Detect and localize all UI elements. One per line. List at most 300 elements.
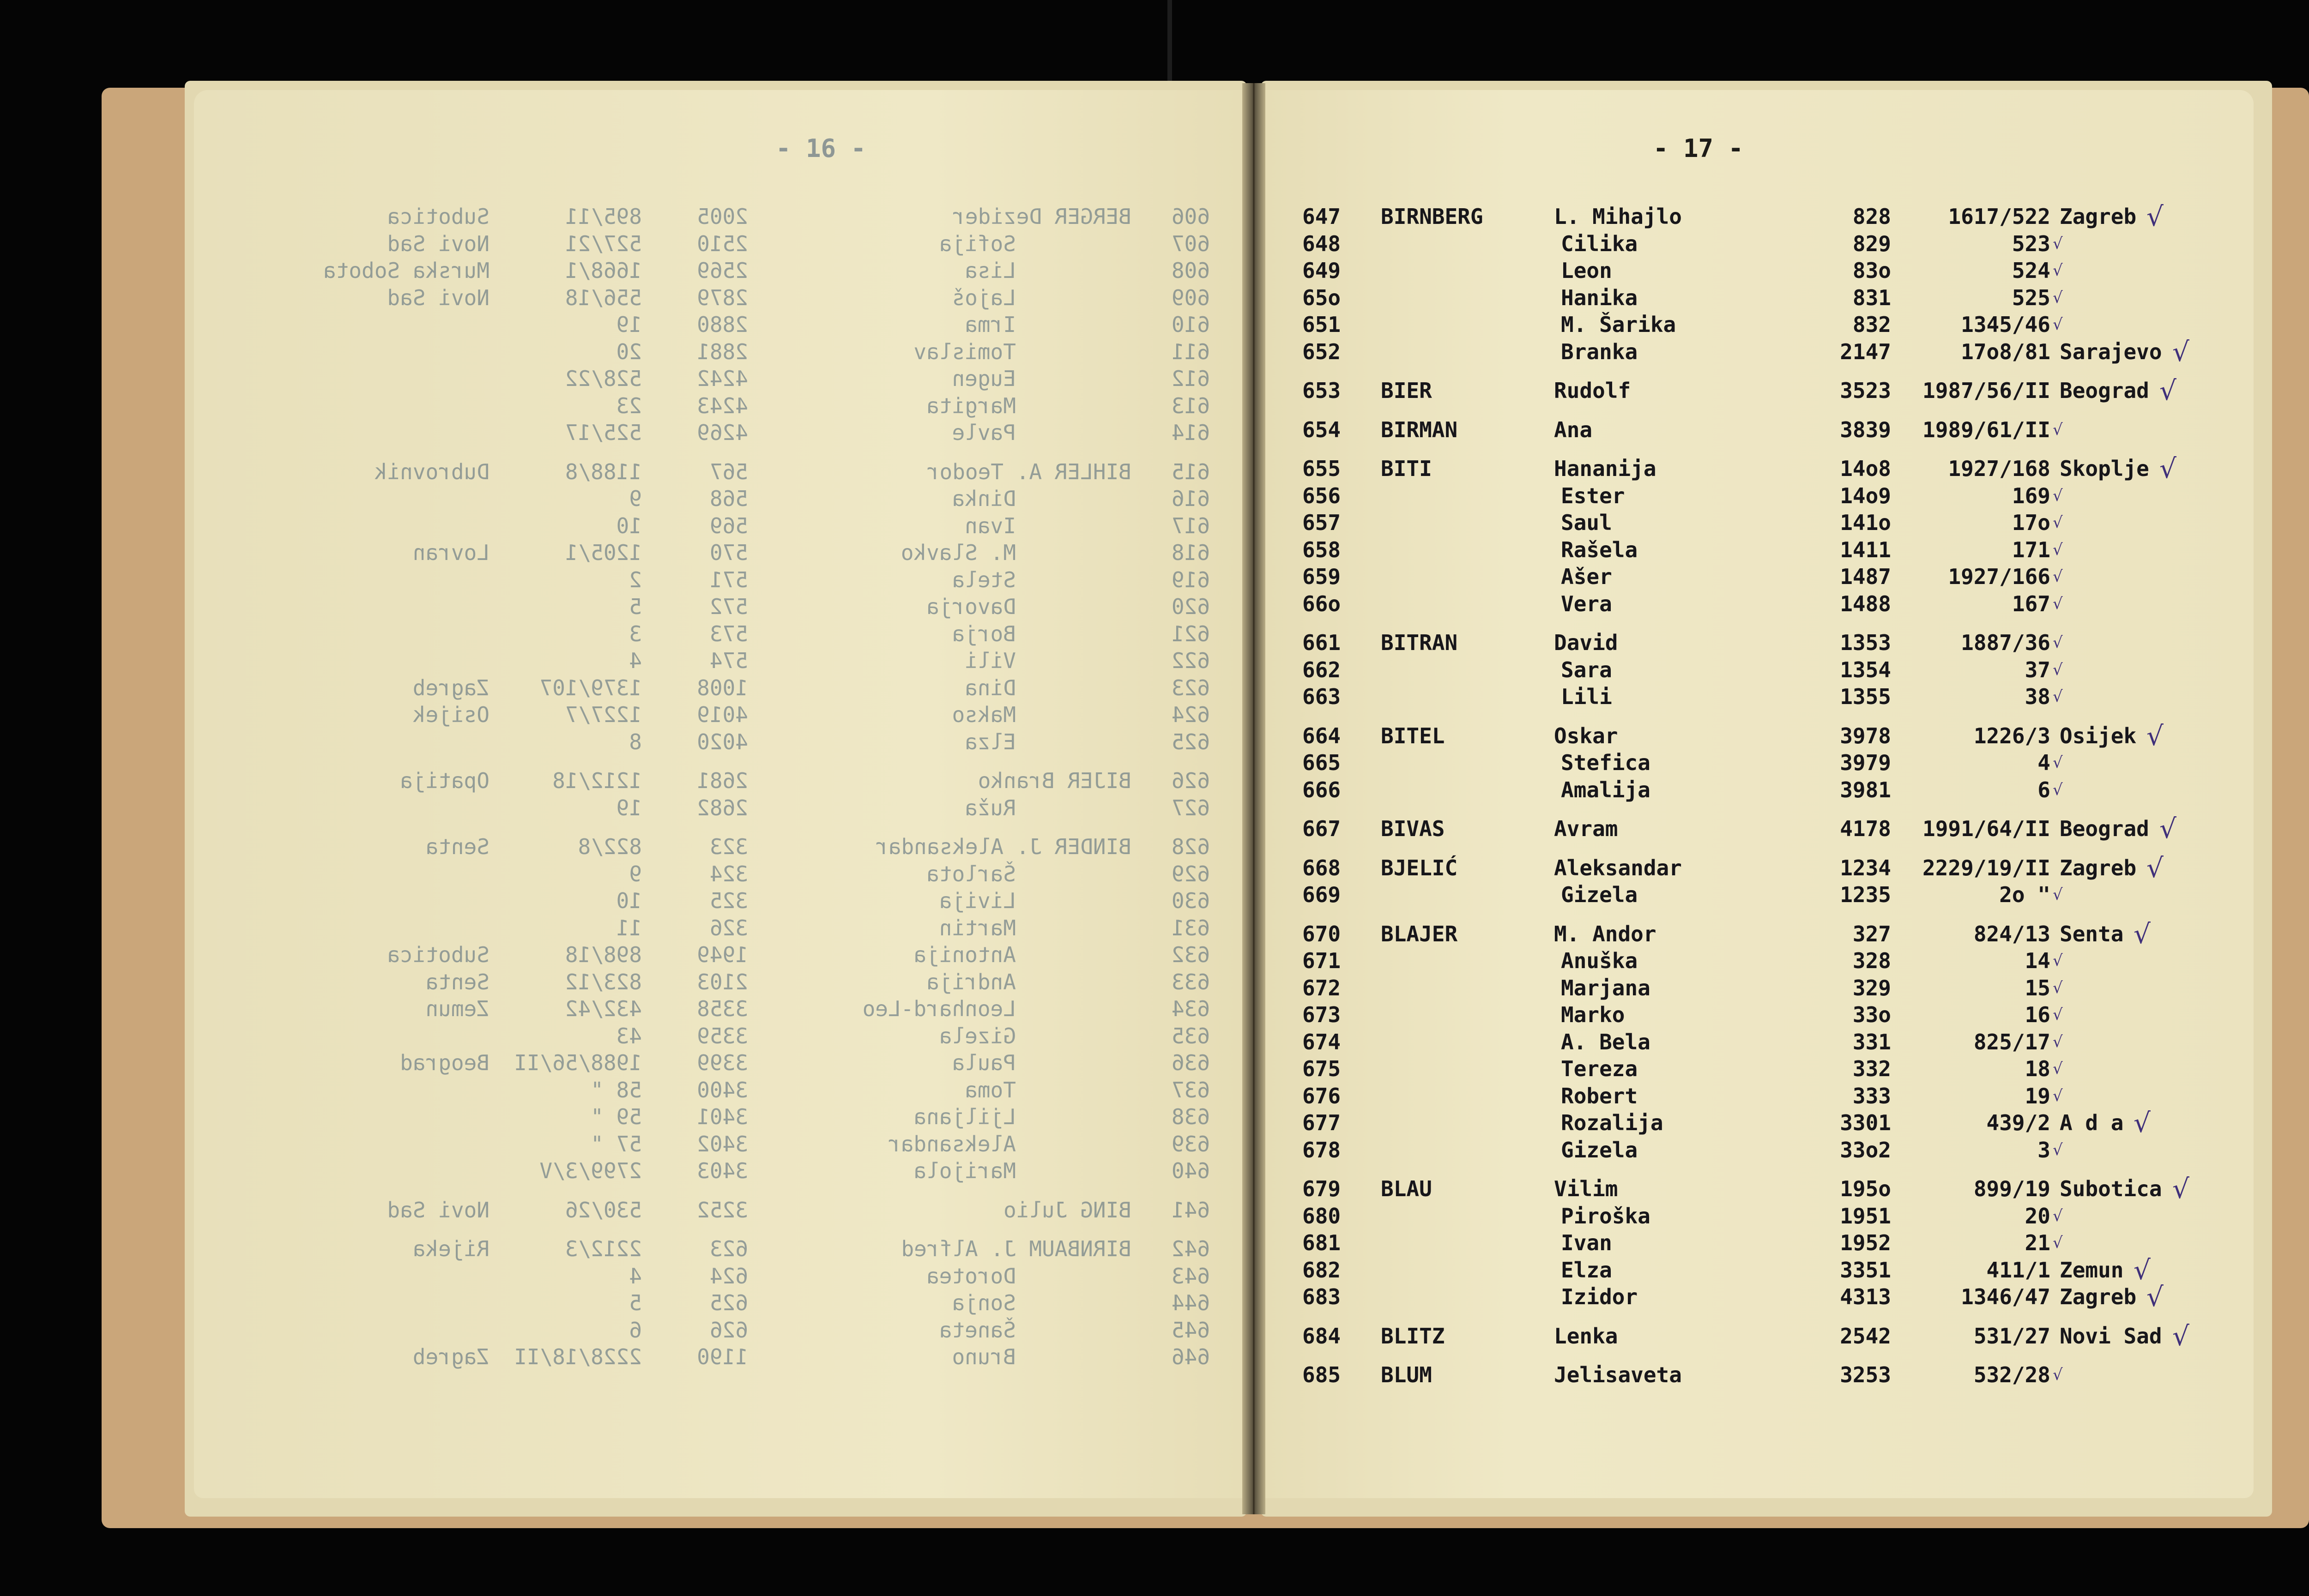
ghost-register: 4019 bbox=[697, 702, 748, 727]
register-entry bbox=[1302, 509, 2226, 536]
register-entry bbox=[1302, 720, 2226, 752]
entry-number: 662 bbox=[1302, 657, 1341, 682]
ghost-name: Irma bbox=[965, 312, 1016, 337]
entry-reference: 523 bbox=[2012, 231, 2050, 256]
ghost-name: BING Julio bbox=[1003, 1197, 1131, 1223]
ghost-number: 626 bbox=[1171, 768, 1210, 793]
entry-reference: 16 bbox=[2025, 1002, 2050, 1027]
ghost-row bbox=[296, 767, 1210, 795]
ghost-name: Dina bbox=[965, 675, 1016, 700]
check-mark: √ bbox=[2159, 375, 2176, 406]
entry-number: 677 bbox=[1302, 1110, 1341, 1135]
ghost-row bbox=[296, 419, 1210, 446]
register-entry bbox=[1302, 230, 2226, 258]
entry-number: 671 bbox=[1302, 948, 1341, 973]
ghost-number: 614 bbox=[1171, 420, 1210, 445]
entry-given-name: Sara bbox=[1561, 657, 1612, 682]
entry-given-name: Ašer bbox=[1561, 564, 1612, 589]
entry-surname: BITEL bbox=[1381, 723, 1445, 748]
ghost-city: Rijeka bbox=[412, 1236, 490, 1261]
ghost-city: Senta bbox=[425, 969, 490, 994]
entry-reference: 14 bbox=[2025, 948, 2050, 973]
ghost-reference: 823/12 bbox=[565, 969, 642, 994]
check-mark: √ bbox=[2159, 453, 2176, 484]
entry-register-number: 3351 bbox=[1840, 1257, 1891, 1283]
entry-number: 680 bbox=[1302, 1203, 1341, 1229]
entry-reference: 824/13 bbox=[1973, 921, 2050, 946]
entry-number: 682 bbox=[1302, 1257, 1341, 1283]
ghost-number: 622 bbox=[1171, 648, 1210, 673]
ghost-reference: 4 bbox=[629, 648, 642, 673]
entry-number: 668 bbox=[1302, 855, 1341, 880]
ghost-number: 632 bbox=[1171, 942, 1210, 967]
entry-given-name: A. Bela bbox=[1561, 1029, 1650, 1054]
ghost-number: 628 bbox=[1171, 834, 1210, 859]
register-entry bbox=[1302, 656, 2226, 684]
check-mark: √ bbox=[2146, 1281, 2164, 1313]
ghost-register: 1949 bbox=[697, 942, 748, 967]
ghost-name: Vili bbox=[965, 648, 1016, 673]
ghost-reference: 4 bbox=[629, 1263, 642, 1289]
entry-given-name: Marjana bbox=[1561, 975, 1650, 1000]
ghost-reference: 9 bbox=[629, 486, 642, 511]
entry-city: Zagreb bbox=[2060, 855, 2137, 880]
entry-register-number: 195o bbox=[1840, 1176, 1891, 1201]
entry-given-name: Elza bbox=[1561, 1257, 1612, 1283]
entry-surname: BITRAN bbox=[1381, 630, 1458, 655]
ghost-city: Novi Sad bbox=[387, 231, 490, 256]
ghost-row bbox=[296, 458, 1210, 486]
entry-city: Sarajevo bbox=[2060, 339, 2162, 364]
entry-number: 676 bbox=[1302, 1083, 1341, 1108]
entry-register-number: 141o bbox=[1840, 510, 1891, 535]
entry-given-name: Marko bbox=[1561, 1002, 1625, 1027]
ghost-number: 646 bbox=[1171, 1344, 1210, 1369]
ghost-row bbox=[296, 941, 1210, 969]
entry-register-number: 3523 bbox=[1840, 378, 1891, 403]
entry-given-name: M. Andor bbox=[1554, 921, 1656, 946]
entry-reference: 1927/168 bbox=[1948, 456, 2050, 481]
entry-given-name: Oskar bbox=[1554, 723, 1618, 748]
entry-reference: 1887/36 bbox=[1961, 630, 2050, 655]
entry-given-name: David bbox=[1554, 630, 1618, 655]
entry-given-name: Lenka bbox=[1554, 1323, 1618, 1349]
register-entry bbox=[1302, 284, 2226, 312]
check-mark: √ bbox=[2172, 336, 2189, 367]
ghost-row bbox=[296, 1131, 1210, 1158]
entry-register-number: 4178 bbox=[1840, 816, 1891, 841]
entry-reference: 3 bbox=[2037, 1137, 2050, 1162]
entry-reference: 19 bbox=[2025, 1083, 2050, 1108]
ghost-row bbox=[296, 795, 1210, 822]
ghost-number: 634 bbox=[1171, 996, 1210, 1021]
ghost-reference: 1212/18 bbox=[552, 768, 642, 793]
ghost-number: 638 bbox=[1171, 1104, 1210, 1129]
ghost-row bbox=[296, 1343, 1210, 1371]
entry-number: 663 bbox=[1302, 684, 1341, 709]
ghost-reference: 432/42 bbox=[565, 996, 642, 1021]
entry-register-number: 1355 bbox=[1840, 684, 1891, 709]
entry-number: 647 bbox=[1302, 204, 1341, 229]
ghost-row bbox=[296, 1103, 1210, 1131]
ghost-register: 567 bbox=[709, 459, 748, 484]
entry-given-name: Branka bbox=[1561, 339, 1638, 364]
ghost-city: Subotica bbox=[387, 942, 490, 967]
entry-surname: BLAJER bbox=[1381, 921, 1458, 946]
ghost-city: Senta bbox=[425, 834, 490, 859]
ghost-row bbox=[296, 729, 1210, 756]
ghost-reference: 59 " bbox=[591, 1104, 642, 1129]
entry-given-name: Cilika bbox=[1561, 231, 1638, 256]
entry-reference: 1226/3 bbox=[1973, 723, 2050, 748]
entry-number: 673 bbox=[1302, 1002, 1341, 1027]
ghost-register: 623 bbox=[709, 1236, 748, 1261]
ghost-name: Ivan bbox=[965, 513, 1016, 538]
ghost-name: Sonja bbox=[952, 1290, 1016, 1315]
ghost-reference: 1379/107 bbox=[539, 675, 642, 700]
entry-register-number: 1354 bbox=[1840, 657, 1891, 682]
ghost-reference: 525/17 bbox=[565, 420, 642, 445]
ghost-name: Šaneta bbox=[939, 1317, 1016, 1343]
register-entry bbox=[1302, 563, 2226, 590]
ghost-register: 1190 bbox=[697, 1344, 748, 1369]
ghost-name: Ruža bbox=[965, 795, 1016, 820]
entry-reference: 4 bbox=[2037, 750, 2050, 775]
register-entry bbox=[1302, 918, 2226, 950]
ghost-reference: 530/26 bbox=[565, 1197, 642, 1223]
entry-number: 656 bbox=[1302, 483, 1341, 508]
ghost-row bbox=[296, 1157, 1210, 1185]
entry-given-name: Piroška bbox=[1561, 1203, 1650, 1229]
ghost-name: Elza bbox=[965, 729, 1016, 754]
entry-register-number: 3301 bbox=[1840, 1110, 1891, 1135]
check-mark: √ bbox=[2053, 288, 2063, 307]
entry-reference: 21 bbox=[2025, 1230, 2050, 1255]
ghost-register: 2103 bbox=[697, 969, 748, 994]
ghost-number: 635 bbox=[1171, 1023, 1210, 1048]
ghost-row bbox=[296, 1235, 1210, 1263]
ghost-number: 642 bbox=[1171, 1236, 1210, 1261]
entry-number: 675 bbox=[1302, 1056, 1341, 1081]
entry-reference: 531/27 bbox=[1973, 1323, 2050, 1349]
ghost-row bbox=[296, 647, 1210, 675]
ghost-city: Lovran bbox=[412, 540, 490, 565]
ghost-number: 625 bbox=[1171, 729, 1210, 754]
entry-reference: 1346/47 bbox=[1961, 1284, 2050, 1309]
register-entry bbox=[1302, 975, 2226, 1002]
ghost-row bbox=[296, 1317, 1210, 1344]
ghost-register: 2881 bbox=[697, 339, 748, 364]
ghost-number: 627 bbox=[1171, 795, 1210, 820]
entry-reference: 37 bbox=[2025, 657, 2050, 682]
entry-reference: 169 bbox=[2012, 483, 2050, 508]
ghost-row bbox=[296, 512, 1210, 540]
ghost-name: Šarlota bbox=[926, 861, 1016, 886]
ghost-register: 2510 bbox=[697, 231, 748, 256]
check-mark: √ bbox=[2053, 1140, 2063, 1159]
entry-number: 665 bbox=[1302, 750, 1341, 775]
entry-number: 649 bbox=[1302, 258, 1341, 283]
entry-reference: 532/28 bbox=[1973, 1362, 2050, 1387]
ghost-reference: 10 bbox=[616, 888, 642, 913]
ghost-number: 645 bbox=[1171, 1317, 1210, 1343]
entry-reference: 525 bbox=[2012, 285, 2050, 310]
entry-given-name: Lili bbox=[1561, 684, 1612, 709]
entry-city: Novi Sad bbox=[2060, 1323, 2162, 1349]
ghost-reference: 895/11 bbox=[565, 204, 642, 229]
ghost-name: Leonhard-Leo bbox=[862, 996, 1016, 1021]
entry-given-name: Avram bbox=[1554, 816, 1618, 841]
ghost-register: 326 bbox=[709, 915, 748, 940]
ghost-row bbox=[296, 887, 1210, 915]
ghost-register: 572 bbox=[709, 594, 748, 619]
register-entry bbox=[1302, 1109, 2226, 1137]
register-entry bbox=[1302, 1029, 2226, 1056]
ghost-reference: 11 bbox=[616, 915, 642, 940]
ghost-reference: 5 bbox=[629, 1290, 642, 1315]
entry-number: 654 bbox=[1302, 417, 1341, 442]
check-mark: √ bbox=[2053, 261, 2063, 280]
ghost-register: 570 bbox=[709, 540, 748, 565]
ghost-name: Eugen bbox=[952, 366, 1016, 391]
ghost-row bbox=[296, 701, 1210, 729]
register-entry bbox=[1302, 1083, 2226, 1110]
ghost-register: 3359 bbox=[697, 1023, 748, 1048]
entry-reference: 6 bbox=[2037, 777, 2050, 802]
ghost-city: Zagreb bbox=[412, 1344, 490, 1369]
entry-register-number: 14o8 bbox=[1840, 456, 1891, 481]
ghost-reference: 1668/1 bbox=[565, 258, 642, 283]
ghost-name: Gizela bbox=[939, 1023, 1016, 1048]
ghost-number: 608 bbox=[1171, 258, 1210, 283]
entry-surname: BLITZ bbox=[1381, 1323, 1445, 1349]
entry-register-number: 3839 bbox=[1840, 417, 1891, 442]
register-entry bbox=[1302, 629, 2226, 656]
ghost-name: BIJER Branko bbox=[978, 768, 1131, 793]
ghost-row bbox=[296, 1049, 1210, 1077]
right-page-register-list bbox=[1302, 203, 2226, 1389]
entry-reference: 1989/61/II bbox=[1922, 417, 2050, 442]
entry-number: 674 bbox=[1302, 1029, 1341, 1054]
entry-register-number: 14o9 bbox=[1840, 483, 1891, 508]
entry-number: 653 bbox=[1302, 378, 1341, 403]
ghost-register: 324 bbox=[709, 861, 748, 886]
entry-given-name: Ana bbox=[1554, 417, 1593, 442]
ghost-name: Martin bbox=[939, 915, 1016, 940]
entry-given-name: M. Šarika bbox=[1561, 312, 1676, 337]
entry-register-number: 3978 bbox=[1840, 723, 1891, 748]
ghost-row bbox=[296, 1197, 1210, 1224]
ghost-number: 617 bbox=[1171, 513, 1210, 538]
entry-register-number: 83o bbox=[1852, 258, 1891, 283]
ghost-register: 624 bbox=[709, 1263, 748, 1289]
entry-reference: 18 bbox=[2025, 1056, 2050, 1081]
entry-number: 666 bbox=[1302, 777, 1341, 802]
register-entry bbox=[1302, 536, 2226, 564]
ghost-row bbox=[296, 284, 1210, 312]
entry-register-number: 328 bbox=[1852, 948, 1891, 973]
entry-reference: 2o " bbox=[1999, 882, 2050, 907]
check-mark: √ bbox=[2053, 567, 2063, 586]
entry-register-number: 829 bbox=[1852, 231, 1891, 256]
entry-number: 65o bbox=[1302, 285, 1341, 310]
entry-reference: 17o8/81 bbox=[1961, 339, 2050, 364]
entry-reference: 524 bbox=[2012, 258, 2050, 283]
entry-given-name: Vera bbox=[1561, 591, 1612, 616]
check-mark: √ bbox=[2053, 1006, 2063, 1024]
check-mark: √ bbox=[2053, 687, 2063, 706]
ghost-number: 630 bbox=[1171, 888, 1210, 913]
entry-register-number: 1235 bbox=[1840, 882, 1891, 907]
entry-register-number: 832 bbox=[1852, 312, 1891, 337]
ghost-row bbox=[296, 995, 1210, 1023]
check-mark: √ bbox=[2053, 315, 2063, 334]
ghost-name: Margita bbox=[926, 393, 1016, 418]
ghost-row bbox=[296, 1263, 1210, 1290]
entry-register-number: 331 bbox=[1852, 1029, 1891, 1054]
ghost-reference: 20 bbox=[616, 339, 642, 364]
ghost-number: 644 bbox=[1171, 1290, 1210, 1315]
register-entry bbox=[1302, 1254, 2226, 1286]
ghost-number: 636 bbox=[1171, 1050, 1210, 1075]
entry-given-name: Tereza bbox=[1561, 1056, 1638, 1081]
ghost-number: 643 bbox=[1171, 1263, 1210, 1289]
entry-number: 667 bbox=[1302, 816, 1341, 841]
check-mark: √ bbox=[2172, 1173, 2189, 1205]
entry-reference: 15 bbox=[2025, 975, 2050, 1000]
ghost-register: 2005 bbox=[697, 204, 748, 229]
ghost-number: 640 bbox=[1171, 1158, 1210, 1183]
check-mark: √ bbox=[2053, 1060, 2063, 1078]
entry-surname: BLUM bbox=[1381, 1362, 1432, 1387]
ghost-register: 573 bbox=[709, 621, 748, 646]
entry-number: 652 bbox=[1302, 339, 1341, 364]
ghost-reference: 19 bbox=[616, 312, 642, 337]
entry-given-name: Jelisaveta bbox=[1554, 1362, 1682, 1387]
entry-register-number: 831 bbox=[1852, 285, 1891, 310]
entry-number: 683 bbox=[1302, 1284, 1341, 1309]
ghost-name: Borja bbox=[952, 621, 1016, 646]
entry-register-number: 33o2 bbox=[1840, 1137, 1891, 1162]
ghost-name: BERGER Dezider bbox=[952, 204, 1131, 229]
ghost-number: 619 bbox=[1171, 567, 1210, 592]
register-entry bbox=[1302, 881, 2226, 909]
ghost-register: 625 bbox=[709, 1290, 748, 1315]
entry-city: Senta bbox=[2060, 921, 2124, 946]
ghost-row bbox=[296, 593, 1210, 620]
ghost-reference: 19 bbox=[616, 795, 642, 820]
entry-register-number: 327 bbox=[1852, 921, 1891, 946]
ghost-name: Antonija bbox=[913, 942, 1016, 967]
ghost-reference: 23 bbox=[616, 393, 642, 418]
register-entry bbox=[1302, 1361, 2226, 1389]
entry-register-number: 2147 bbox=[1840, 339, 1891, 364]
ghost-reference: 527/21 bbox=[565, 231, 642, 256]
entry-city: Beograd bbox=[2060, 816, 2149, 841]
entry-reference: 1617/522 bbox=[1948, 204, 2050, 229]
ghost-number: 620 bbox=[1171, 594, 1210, 619]
entry-number: 679 bbox=[1302, 1176, 1341, 1201]
entry-reference: 899/19 bbox=[1973, 1176, 2050, 1201]
entry-surname: BIRNBERG bbox=[1381, 204, 1483, 229]
ghost-reference: 58 " bbox=[591, 1077, 642, 1102]
ghost-reference: 1988/56/II bbox=[514, 1050, 642, 1075]
ghost-reference: 10 bbox=[616, 513, 642, 538]
ghost-register: 4020 bbox=[697, 729, 748, 754]
ghost-register: 3400 bbox=[697, 1077, 748, 1102]
entry-given-name: Izidor bbox=[1561, 1284, 1638, 1309]
ghost-city: Novi Sad bbox=[387, 1197, 490, 1223]
register-entry bbox=[1302, 257, 2226, 284]
entry-city: A d a bbox=[2060, 1110, 2124, 1135]
ghost-name: Dinka bbox=[952, 486, 1016, 511]
check-mark: √ bbox=[2053, 1234, 2063, 1252]
entry-register-number: 1951 bbox=[1840, 1203, 1891, 1229]
entry-given-name: Anuška bbox=[1561, 948, 1638, 973]
entry-reference: 1345/46 bbox=[1961, 312, 2050, 337]
ghost-row bbox=[296, 485, 1210, 512]
ghost-city: Opatija bbox=[400, 768, 490, 793]
entry-surname: BJELIĆ bbox=[1381, 855, 1458, 880]
ghost-register: 2880 bbox=[697, 312, 748, 337]
ghost-register: 2879 bbox=[697, 285, 748, 310]
ghost-row bbox=[296, 1289, 1210, 1317]
ghost-reference: 8 bbox=[629, 729, 642, 754]
entry-given-name: Robert bbox=[1561, 1083, 1638, 1108]
register-entry bbox=[1302, 1320, 2226, 1352]
binding-thread bbox=[1167, 0, 1172, 88]
entry-reference: 38 bbox=[2025, 684, 2050, 709]
entry-number: 678 bbox=[1302, 1137, 1341, 1162]
ghost-name: Tomislav bbox=[913, 339, 1016, 364]
register-entry bbox=[1302, 1001, 2226, 1029]
register-entry bbox=[1302, 311, 2226, 338]
entry-register-number: 33o bbox=[1852, 1002, 1891, 1027]
ghost-register: 3358 bbox=[697, 996, 748, 1021]
register-entry bbox=[1302, 1229, 2226, 1257]
register-entry bbox=[1302, 338, 2226, 366]
check-mark: √ bbox=[2053, 952, 2063, 970]
register-entry bbox=[1302, 203, 2226, 230]
entry-number: 659 bbox=[1302, 564, 1341, 589]
ghost-number: 639 bbox=[1171, 1131, 1210, 1156]
entry-given-name: Saul bbox=[1561, 510, 1612, 535]
ghost-register: 574 bbox=[709, 648, 748, 673]
register-entry bbox=[1302, 482, 2226, 510]
check-mark: √ bbox=[2053, 660, 2063, 679]
entry-register-number: 329 bbox=[1852, 975, 1891, 1000]
ghost-row bbox=[296, 969, 1210, 996]
entry-number: 685 bbox=[1302, 1362, 1341, 1387]
entry-reference: 1991/64/II bbox=[1922, 816, 2050, 841]
entry-reference: 20 bbox=[2025, 1203, 2050, 1229]
ghost-city: Murska Sobota bbox=[323, 258, 490, 283]
entry-number: 658 bbox=[1302, 537, 1341, 562]
ghost-register: 2681 bbox=[697, 768, 748, 793]
ghost-reference: 2212/3 bbox=[565, 1236, 642, 1261]
entry-given-name: Aleksandar bbox=[1554, 855, 1682, 880]
ghost-name: Livija bbox=[939, 888, 1016, 913]
entry-city: Zagreb bbox=[2060, 204, 2137, 229]
register-entry bbox=[1302, 1203, 2226, 1230]
entry-given-name: Leon bbox=[1561, 258, 1612, 283]
entry-given-name: Amalija bbox=[1561, 777, 1650, 802]
ghost-number: 609 bbox=[1171, 285, 1210, 310]
ghost-number: 641 bbox=[1171, 1197, 1210, 1223]
ghost-name: Davorja bbox=[926, 594, 1016, 619]
entry-given-name: L. Mihajlo bbox=[1554, 204, 1682, 229]
ghost-number: 631 bbox=[1171, 915, 1210, 940]
